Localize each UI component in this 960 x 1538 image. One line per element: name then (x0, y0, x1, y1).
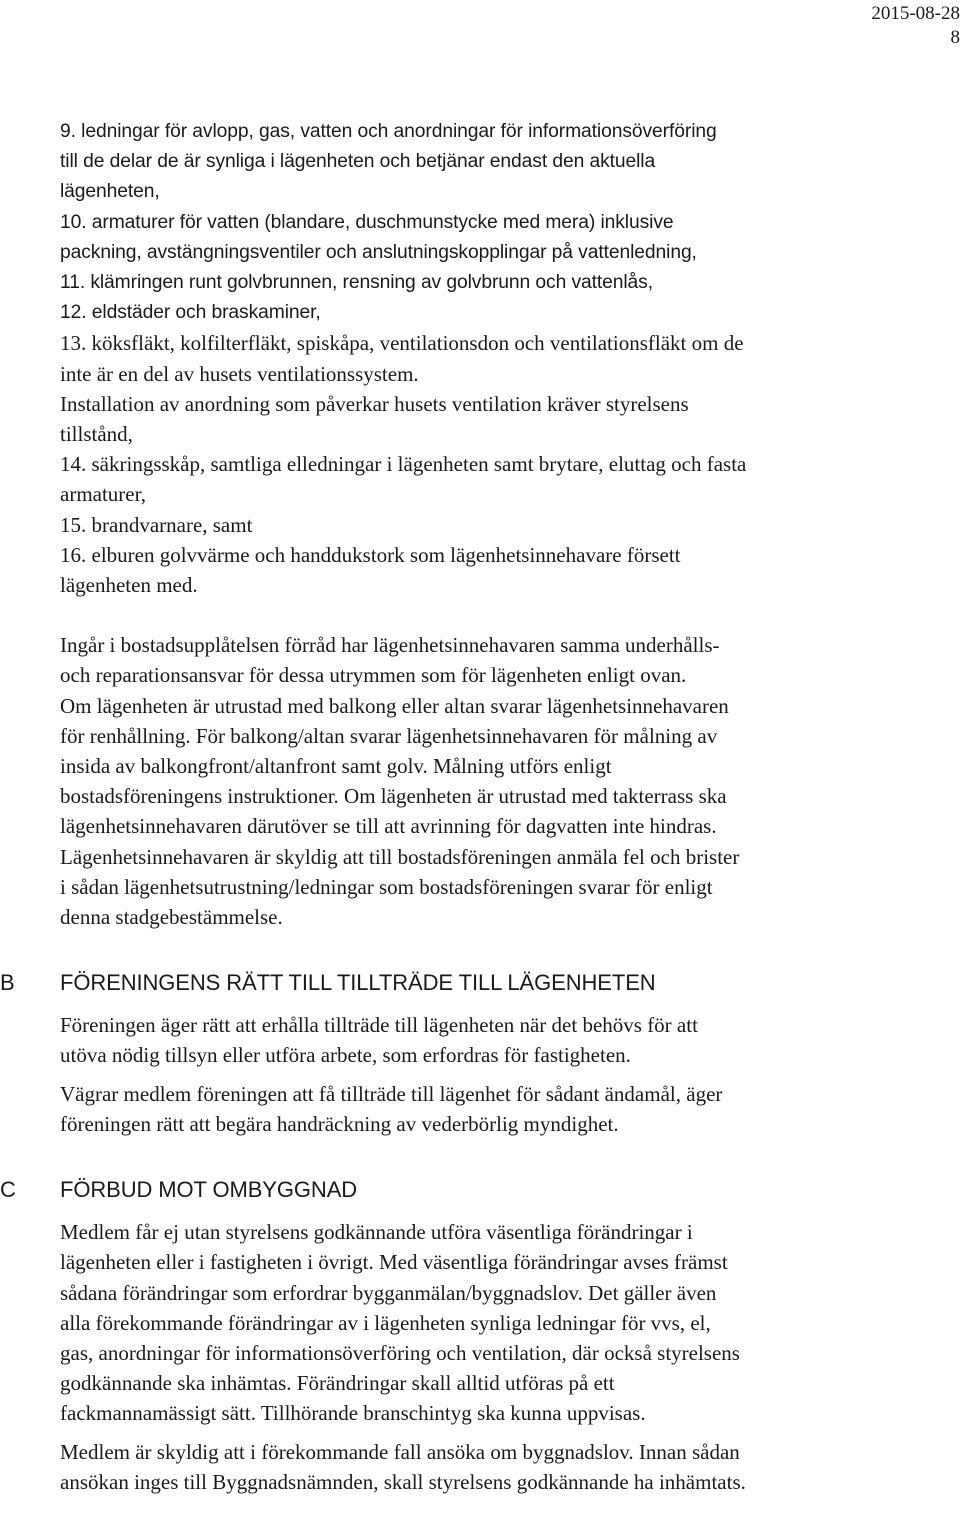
paragraph-line: i sådan lägenhetsutrustning/ledningar som bostadsföreningen svarar för enligt (60, 874, 713, 899)
paragraph-line: Medlem är skyldig att i förekommande fall ansöka om byggnadslov. Innan sådan (60, 1439, 740, 1464)
paragraph-line: lägenhetsinnehavaren därutöver se till att avrinning för dagvatten inte hindras. (60, 814, 717, 839)
list-line: 15. brandvarnare, samt (60, 512, 253, 537)
paragraph-line: Ingår i bostadsupplåtelsen förråd har lägenhetsinnehavaren samma underhålls- (60, 633, 720, 658)
paragraph-line: bostadsföreningens instruktioner. Om lägenheten är utrustad med takterrass ska (60, 784, 727, 809)
list-line: packning, avstängningsventiler och anslutningskopplingar på vattenledning, (60, 241, 697, 263)
maintenance-list-part2 (60, 328, 900, 600)
paragraph-line: ansökan inges till Byggnadsnämnden, skall styrelsens godkännande ha inhämtats. (60, 1469, 746, 1494)
section-c-paragraph-1 (60, 1217, 900, 1428)
paragraph-line: Medlem får ej utan styrelsens godkännande utföra väsentliga förändringar i (60, 1220, 693, 1245)
list-line: 13. köksfläkt, kolfilterfläkt, spiskåpa, ventilationsdon och ventilationsfläkt om de (60, 331, 744, 356)
paragraph-line: Föreningen äger rätt att erhålla tillträde till lägenheten när det behövs för att (60, 1013, 698, 1038)
document-body (0, 117, 900, 1497)
section-title: FÖRENINGENS RÄTT TILL TILLTRÄDE TILL LÄGENHETEN (60, 970, 656, 996)
list-line: till de delar de är synliga i lägenheten och betjänar endast den aktuella (60, 151, 656, 173)
list-line: 10. armaturer för vatten (blandare, duschmunstycke med mera) inklusive (60, 211, 674, 233)
list-line: 9. ledningar för avlopp, gas, vatten och anordningar för informationsöverföring (60, 121, 717, 142)
list-line: 11. klämringen runt golvbrunnen, rensning av golvbrunn och vattenlås, (60, 272, 653, 294)
paragraph-line: föreningen rätt att begära handräckning av vederbörlig myndighet. (60, 1111, 619, 1136)
paragraph-line: fackmannamässigt sätt. Tillhörande branschintyg ska kunna uppvisas. (60, 1401, 646, 1426)
maintenance-list-part1 (60, 117, 900, 328)
list-line: tillstånd, (60, 422, 133, 447)
paragraph-line: för renhållning. För balkong/altan svarar lägenhetsinnehavaren för målning av (60, 723, 718, 748)
section-b-paragraph-2 (60, 1079, 900, 1139)
paragraph-line: denna stadgebestämmelse. (60, 905, 283, 930)
paragraph-line: utöva nödig tillsyn eller utföra arbete, som erfordras för fastigheten. (60, 1043, 631, 1068)
paragraph-line: och reparationsansvar för dessa utrymmen som för lägenheten enligt ovan. (60, 663, 687, 688)
section-letter: C (0, 1177, 16, 1203)
paragraph-line: lägenheten eller i fastigheten i övrigt. Med väsentliga förändringar avses främst (60, 1250, 728, 1275)
section-b-paragraph-1 (60, 1010, 900, 1070)
page-number: 8 (950, 27, 960, 48)
paragraph-line: Om lägenheten är utrustad med balkong eller altan svarar lägenhetsinnehavaren (60, 693, 729, 718)
section-letter: B (0, 970, 15, 996)
section-b-heading (0, 968, 900, 998)
storage-paragraph (60, 630, 900, 932)
list-line: lägenheten, (60, 181, 160, 203)
list-line: Installation av anordning som påverkar husets ventilation kräver styrelsens (60, 391, 689, 416)
list-line: armaturer, (60, 482, 147, 507)
list-line: 12. eldstäder och braskaminer, (60, 302, 321, 324)
paragraph-line: Vägrar medlem föreningen att få tillträde till lägenhet för sådant ändamål, äger (60, 1081, 723, 1106)
header-date: 2015-08-28 (871, 3, 960, 24)
list-line: 14. säkringsskåp, samtliga elledningar i lägenheten samt brytare, eluttag och fasta (60, 452, 747, 477)
paragraph-line: insida av balkongfront/altanfront samt golv. Målning utförs enligt (60, 754, 612, 779)
section-c-paragraph-2 (60, 1437, 900, 1497)
section-c-heading (0, 1175, 900, 1205)
list-line: 16. elburen golvvärme och handdukstork som lägenhetsinnehavare försett (60, 542, 681, 567)
page-header (760, 2, 960, 50)
list-line: inte är en del av husets ventilationssystem. (60, 361, 419, 386)
paragraph-line: gas, anordningar för informationsöverföring och ventilation, där också styrelsens (60, 1340, 740, 1365)
list-line: lägenheten med. (60, 573, 198, 598)
paragraph-line: Lägenhetsinnehavaren är skyldig att till bostadsföreningen anmäla fel och brister (60, 844, 740, 869)
section-title: FÖRBUD MOT OMBYGGNAD (60, 1177, 358, 1203)
paragraph-line: alla förekommande förändringar av i lägenheten synliga ledningar för vvs, el, (60, 1310, 711, 1335)
paragraph-line: godkännande ska inhämtas. Förändringar skall alltid utföras på ett (60, 1371, 615, 1396)
paragraph-line: sådana förändringar som erfordrar bygganmälan/byggnadslov. Det gäller även (60, 1280, 717, 1305)
